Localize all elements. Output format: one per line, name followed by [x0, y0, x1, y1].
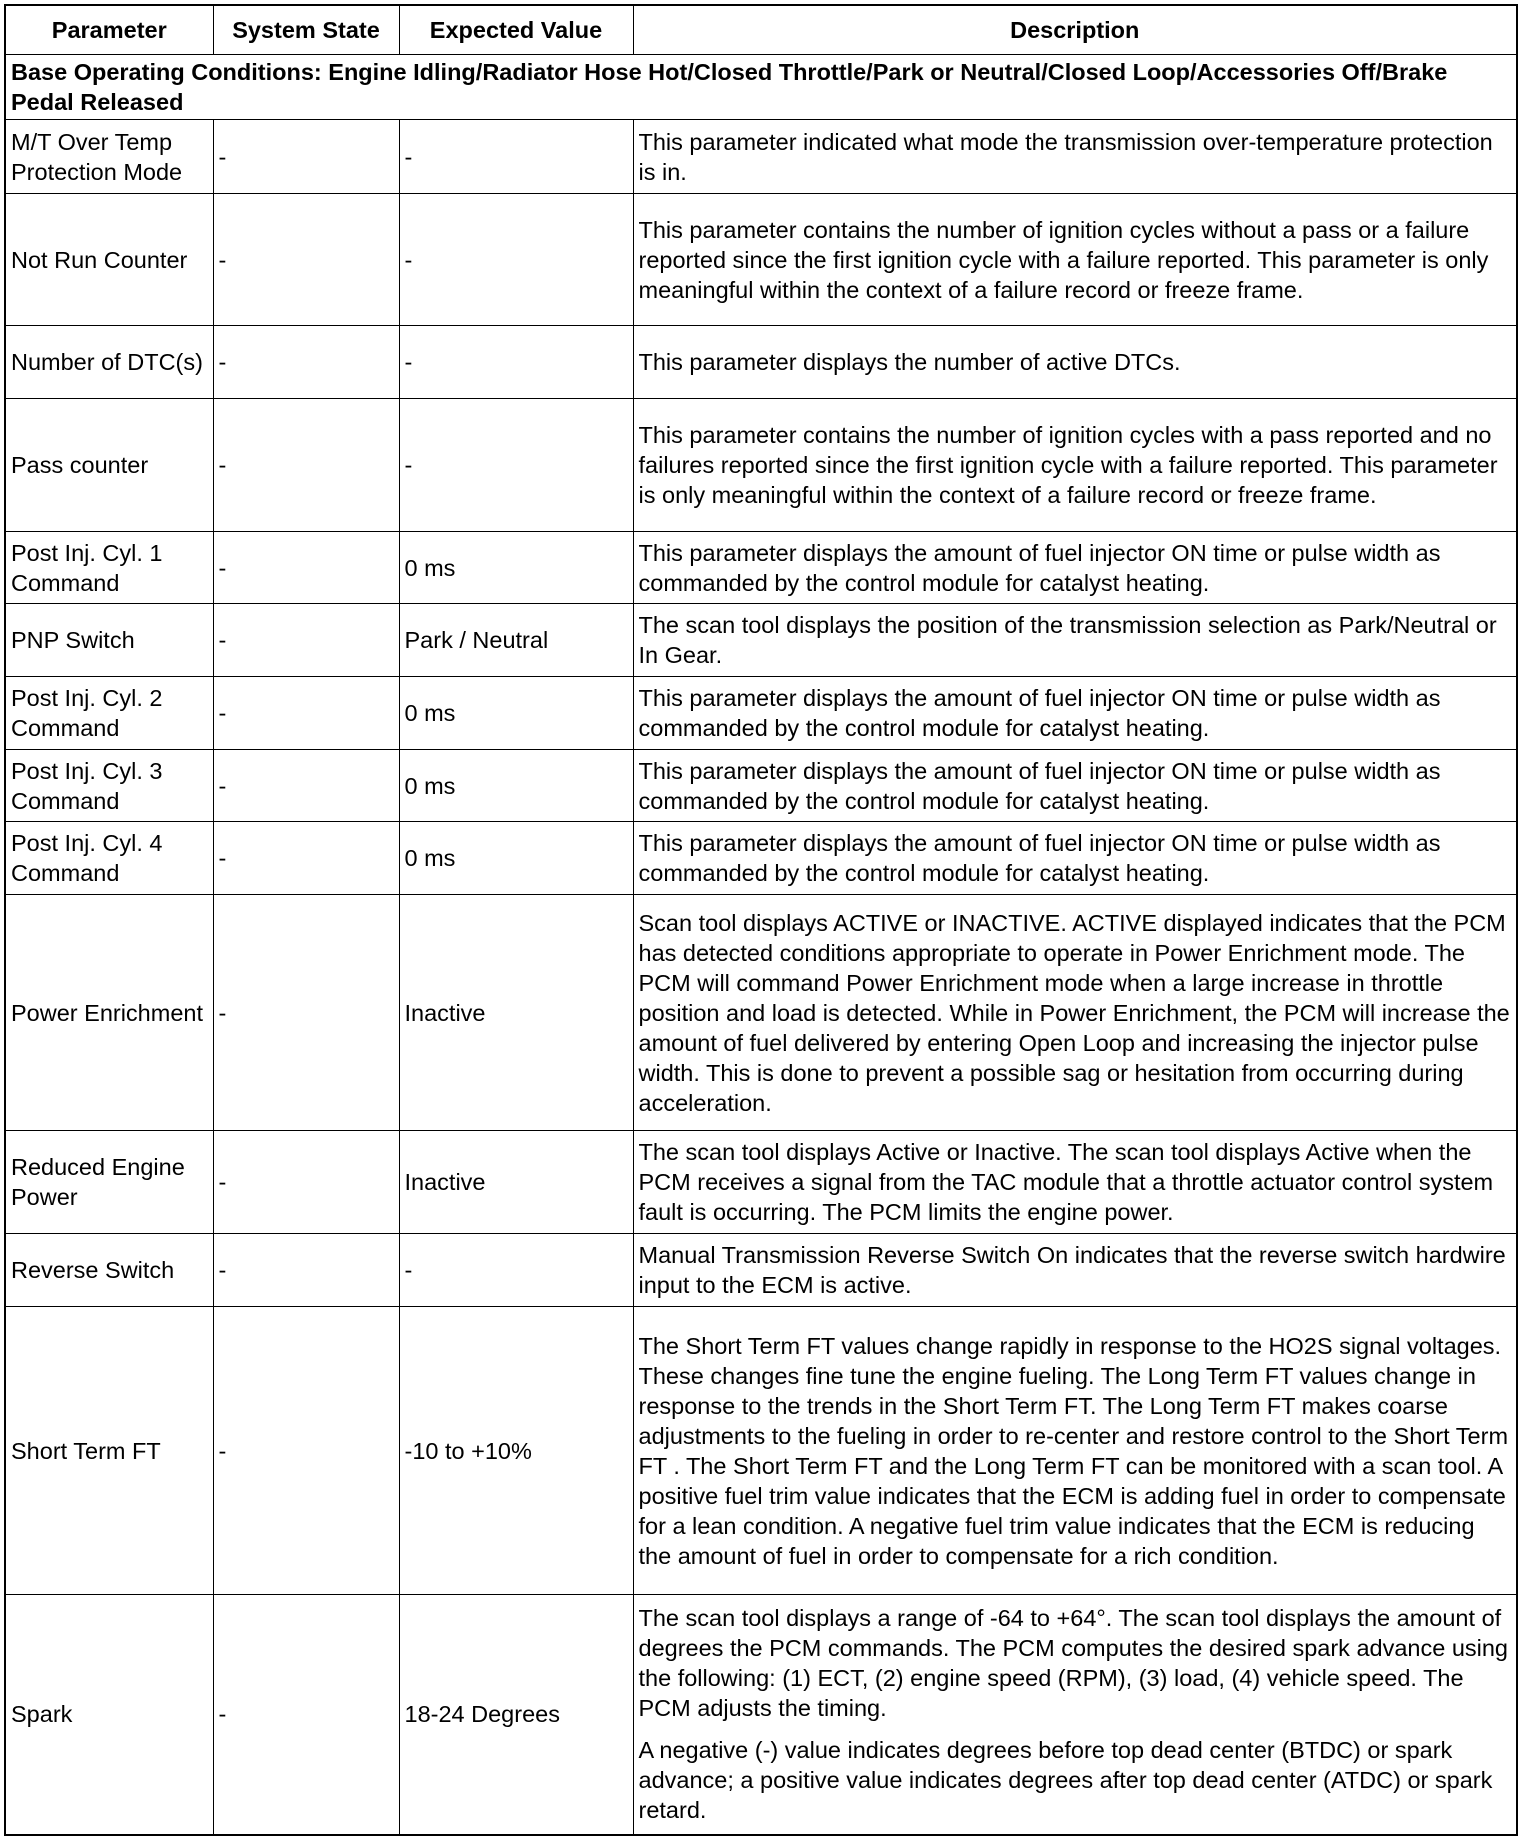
system-state-cell: -: [213, 677, 399, 750]
system-state-cell: -: [213, 822, 399, 895]
header-description: Description: [633, 5, 1517, 55]
table-row: [5, 1131, 1517, 1234]
system-state-cell: -: [213, 895, 399, 1131]
parameter-cell: Spark: [5, 1595, 213, 1835]
description-cell: [633, 1595, 1517, 1835]
table-row: [5, 1234, 1517, 1307]
system-state-cell: -: [213, 120, 399, 194]
expected-value-cell: 0 ms: [399, 677, 633, 750]
table-row: [5, 895, 1517, 1131]
system-state-cell: -: [213, 1234, 399, 1307]
description-cell: The scan tool displays Active or Inactive. The scan tool displays Active when the PCM receives a signal from the TAC module that a throttle actuator control system fault is occurring. The PCM limits the engine power.: [633, 1131, 1517, 1234]
description-cell: This parameter displays the amount of fuel injector ON time or pulse width as commanded by the control module for catalyst heating.: [633, 677, 1517, 750]
expected-value-cell: -: [399, 194, 633, 326]
base-operating-conditions: Base Operating Conditions: Engine Idling/Radiator Hose Hot/Closed Throttle/Park or Neutral/Closed Loop/Accessories Off/Brake Pedal Released: [5, 55, 1517, 120]
conditions-row: [5, 55, 1517, 120]
description-cell: This parameter displays the amount of fuel injector ON time or pulse width as commanded by the control module for catalyst heating.: [633, 750, 1517, 822]
description-cell: This parameter displays the amount of fuel injector ON time or pulse width as commanded by the control module for catalyst heating.: [633, 822, 1517, 895]
description-cell: The scan tool displays the position of the transmission selection as Park/Neutral or In Gear.: [633, 604, 1517, 677]
expected-value-cell: 0 ms: [399, 822, 633, 895]
table-row: [5, 822, 1517, 895]
expected-value-cell: Park / Neutral: [399, 604, 633, 677]
system-state-cell: -: [213, 1595, 399, 1835]
table-row: [5, 194, 1517, 326]
expected-value-cell: 0 ms: [399, 532, 633, 604]
parameter-cell: Not Run Counter: [5, 194, 213, 326]
expected-value-cell: -10 to +10%: [399, 1307, 633, 1595]
expected-value-cell: Inactive: [399, 1131, 633, 1234]
expected-value-cell: -: [399, 399, 633, 532]
description-cell: Manual Transmission Reverse Switch On indicates that the reverse switch hardwire input to the ECM is active.: [633, 1234, 1517, 1307]
parameter-cell: Power Enrichment: [5, 895, 213, 1131]
description-cell: Scan tool displays ACTIVE or INACTIVE. ACTIVE displayed indicates that the PCM has detected conditions appropriate to operate in Power Enrichment mode. The PCM will command Power Enrichment mode when a large increase in throttle position and load is detected. While in Power Enrichment, the PCM will increase the amount of fuel delivered by entering Open Loop and increasing the injector pulse width. This is done to prevent a possible sag or hesitation from occurring during acceleration.: [633, 895, 1517, 1131]
system-state-cell: -: [213, 399, 399, 532]
description-cell: This parameter indicated what mode the transmission over-temperature protection is in.: [633, 120, 1517, 194]
table-row: [5, 1595, 1517, 1835]
parameter-cell: M/T Over Temp Protection Mode: [5, 120, 213, 194]
description-cell: This parameter contains the number of ignition cycles with a pass reported and no failures reported since the first ignition cycle with a failure reported. This parameter is only meaningful within the context of a failure record or freeze frame.: [633, 399, 1517, 532]
parameter-cell: Post Inj. Cyl. 3 Command: [5, 750, 213, 822]
table-row: [5, 604, 1517, 677]
parameter-cell: Reduced Engine Power: [5, 1131, 213, 1234]
header-row: [5, 5, 1517, 55]
description-cell: The Short Term FT values change rapidly in response to the HO2S signal voltages. These changes fine tune the engine fueling. The Long Term FT values change in response to the trends in the Short Term FT. The Long Term FT makes coarse adjustments to the fueling in order to re-center and restore control to the Short Term FT . The Short Term FT and the Long Term FT can be monitored with a scan tool. A positive fuel trim value indicates that the ECM is adding fuel in order to compensate for a lean condition. A negative fuel trim value indicates that the ECM is reducing the amount of fuel in order to compensate for a rich condition.: [633, 1307, 1517, 1595]
table-row: [5, 399, 1517, 532]
expected-value-cell: Inactive: [399, 895, 633, 1131]
parameter-cell: Post Inj. Cyl. 4 Command: [5, 822, 213, 895]
system-state-cell: -: [213, 326, 399, 399]
system-state-cell: -: [213, 194, 399, 326]
expected-value-cell: 18-24 Degrees: [399, 1595, 633, 1835]
parameter-cell: Post Inj. Cyl. 2 Command: [5, 677, 213, 750]
parameter-cell: Number of DTC(s): [5, 326, 213, 399]
expected-value-cell: 0 ms: [399, 750, 633, 822]
parameter-sheet: [4, 4, 1516, 1836]
expected-value-cell: -: [399, 326, 633, 399]
parameter-cell: Short Term FT: [5, 1307, 213, 1595]
parameter-cell: Pass counter: [5, 399, 213, 532]
expected-value-cell: -: [399, 120, 633, 194]
table-row: [5, 1307, 1517, 1595]
system-state-cell: -: [213, 1131, 399, 1234]
description-cell: This parameter displays the number of active DTCs.: [633, 326, 1517, 399]
header-system-state: System State: [213, 5, 399, 55]
table-row: [5, 532, 1517, 604]
description-cell: This parameter contains the number of ignition cycles without a pass or a failure reported since the first ignition cycle with a failure reported. This parameter is only meaningful within the context of a failure record or freeze frame.: [633, 194, 1517, 326]
parameter-cell: PNP Switch: [5, 604, 213, 677]
description-cell: This parameter displays the amount of fuel injector ON time or pulse width as commanded by the control module for catalyst heating.: [633, 532, 1517, 604]
expected-value-cell: -: [399, 1234, 633, 1307]
description-paragraph-2: A negative (-) value indicates degrees before top dead center (BTDC) or spark advance; a positive value indicates degrees after top dead center (ATDC) or spark retard.: [638, 1737, 1493, 1824]
system-state-cell: -: [213, 1307, 399, 1595]
parameter-table: [4, 4, 1518, 1836]
system-state-cell: -: [213, 532, 399, 604]
table-row: [5, 750, 1517, 822]
table-row: [5, 677, 1517, 750]
system-state-cell: -: [213, 604, 399, 677]
system-state-cell: -: [213, 750, 399, 822]
table-row: [5, 120, 1517, 194]
table-row: [5, 326, 1517, 399]
parameter-cell: Post Inj. Cyl. 1 Command: [5, 532, 213, 604]
header-expected-value: Expected Value: [399, 5, 633, 55]
parameter-cell: Reverse Switch: [5, 1234, 213, 1307]
header-parameter: Parameter: [5, 5, 213, 55]
description-paragraph: The scan tool displays a range of -64 to +64°. The scan tool displays the amount of degrees the PCM commands. The PCM computes the desired spark advance using the following: (1) ECT, (2) engine speed (RPM), (3) load, (4) vehicle speed. The PCM adjusts the timing.: [638, 1605, 1508, 1722]
